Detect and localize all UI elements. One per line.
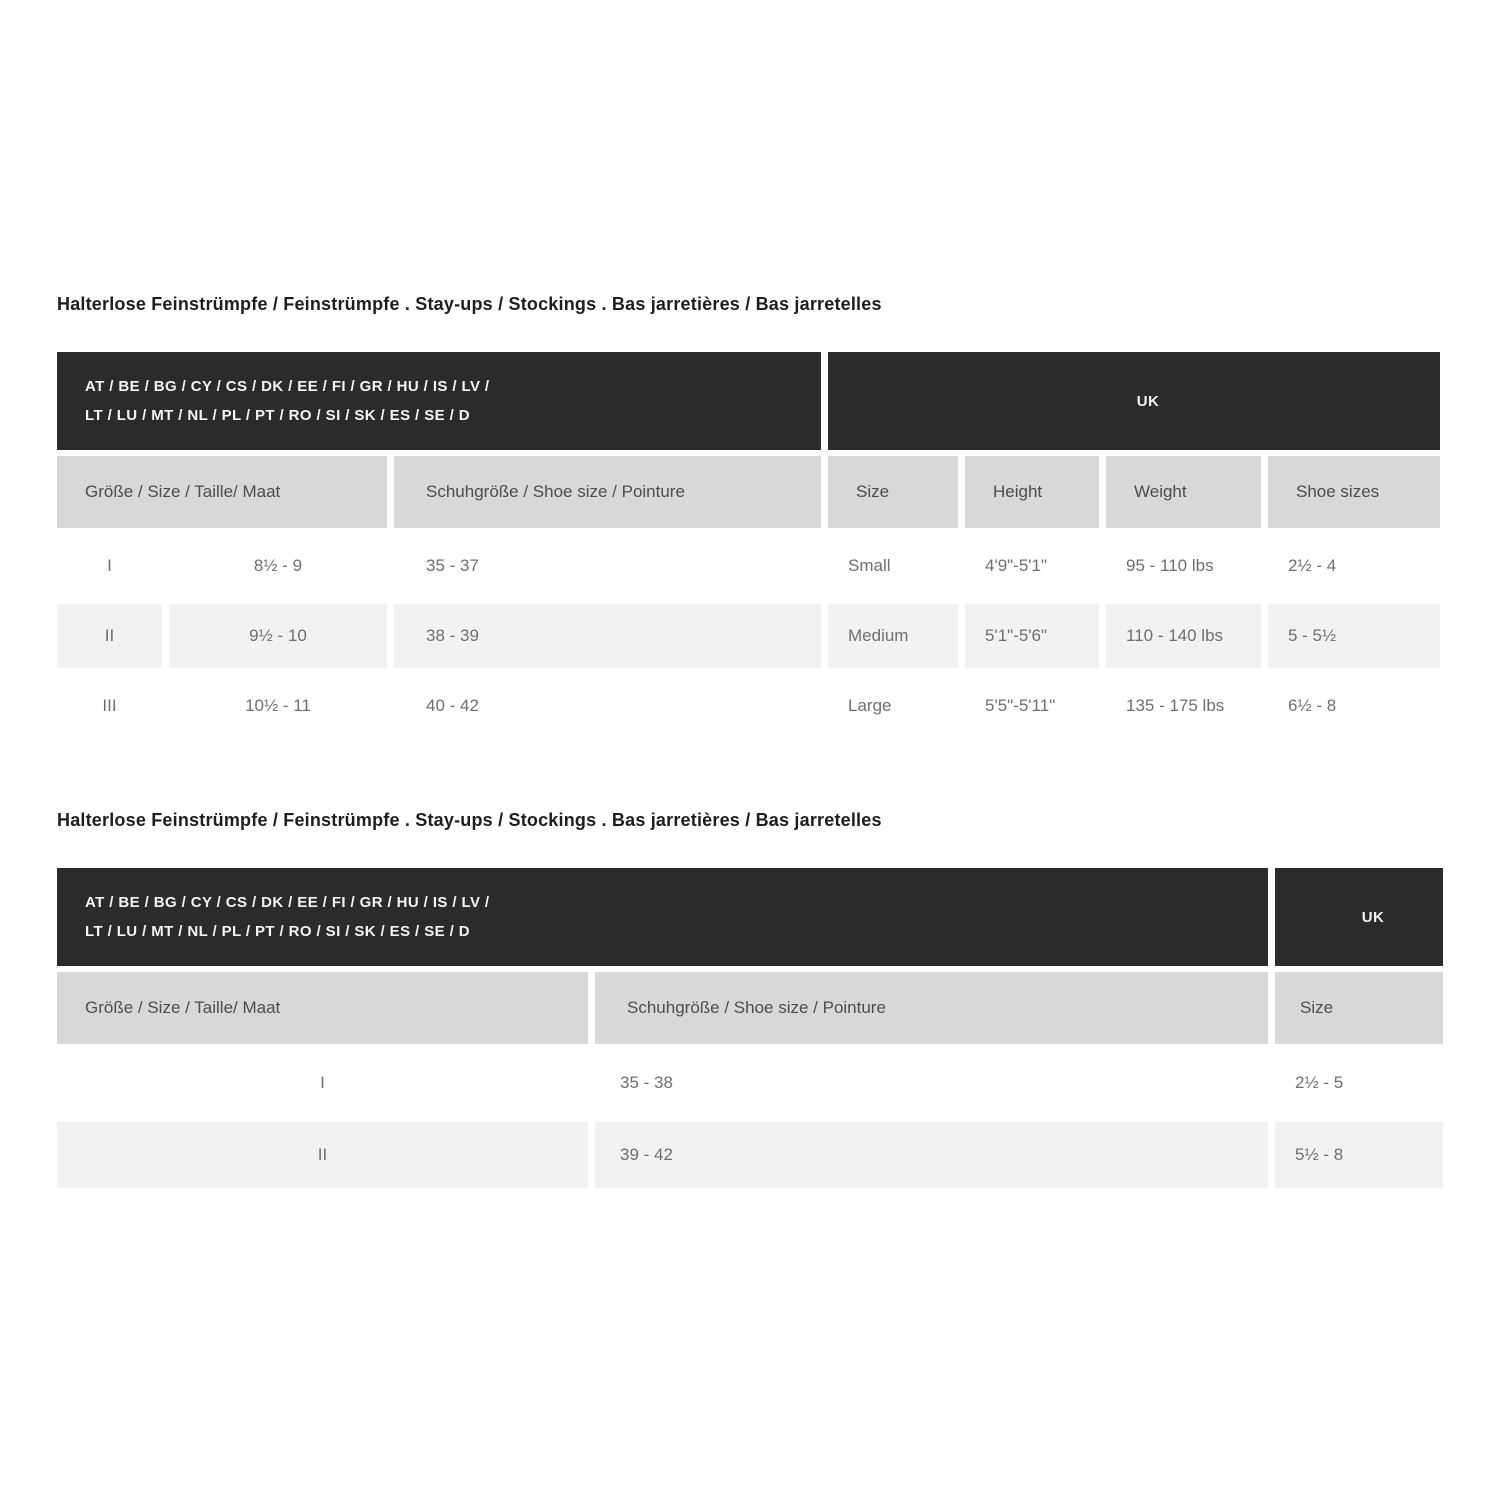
uk-header	[1275, 868, 1443, 966]
cell-groesse: II	[57, 604, 162, 668]
cell-size-num: 10½ - 11	[245, 696, 311, 715]
cell-groesse: III	[102, 696, 117, 715]
column-header-groesse: Größe / Size / Taille/ Maat	[57, 972, 588, 1044]
cell-height: 4'9"-5'1"	[985, 556, 1048, 575]
cell-size-num: 9½ - 10	[169, 604, 387, 668]
eu-countries-header	[57, 352, 821, 450]
cell-groesse: I	[107, 556, 112, 575]
cell-shoe-uk: 6½ - 8	[1288, 696, 1337, 715]
eu-countries-line2: LT / LU / MT / NL / PL / PT / RO / SI / SK / ES / SE / D	[85, 407, 470, 424]
eu-countries-line2: LT / LU / MT / NL / PL / PT / RO / SI / SK / ES / SE / D	[85, 923, 470, 940]
cell-size-uk: 5½ - 8	[1275, 1122, 1443, 1188]
cell-groesse: I	[320, 1073, 325, 1092]
column-header-height: Height	[965, 456, 1099, 528]
cell-shoe-uk: 2½ - 4	[1288, 556, 1337, 575]
cell-height: 5'5"-5'11"	[985, 696, 1056, 715]
uk-header-label: UK	[1136, 392, 1160, 410]
cell-size-uk: Small	[848, 556, 891, 575]
eu-countries-line1: AT / BE / BG / CY / CS / DK / EE / FI / GR / HU / IS / LV /	[85, 378, 490, 395]
cell-weight: 135 - 175 lbs	[1126, 696, 1225, 715]
cell-shoe-uk: 5 - 5½	[1268, 604, 1440, 668]
cell-shoe-eu: 39 - 42	[595, 1122, 1268, 1188]
cell-size-uk: Medium	[828, 604, 958, 668]
stayups-section-2	[57, 808, 1443, 1188]
cell-weight: 95 - 110 lbs	[1126, 556, 1214, 575]
column-header-schuhgroesse: Schuhgröße / Shoe size / Pointure	[394, 456, 821, 528]
cell-size-uk: 2½ - 5	[1295, 1073, 1344, 1092]
cell-height: 5'1"-5'6"	[965, 604, 1099, 668]
column-header-shoe-sizes: Shoe sizes	[1268, 456, 1440, 528]
column-header-weight: Weight	[1106, 456, 1261, 528]
cell-size-num: 8½ - 9	[253, 556, 303, 575]
cell-shoe-eu: 40 - 42	[426, 696, 479, 715]
eu-countries-header	[57, 868, 1268, 966]
column-header-size: Size	[1275, 972, 1443, 1044]
column-header-groesse: Größe / Size / Taille/ Maat	[57, 456, 387, 528]
cell-shoe-eu: 38 - 39	[394, 604, 821, 668]
uk-header	[828, 352, 1440, 450]
cell-groesse: II	[57, 1122, 588, 1188]
size-table-eu-uk-us	[57, 352, 1443, 738]
cell-weight: 110 - 140 lbs	[1106, 604, 1261, 668]
eu-countries-line1: AT / BE / BG / CY / CS / DK / EE / FI / GR / HU / IS / LV /	[85, 894, 490, 911]
cell-size-uk: Large	[848, 696, 892, 715]
section-1-title: Halterlose Feinstrümpfe / Feinstrümpfe . Stay-ups / Stockings . Bas jarretières / Bas jarretelles	[57, 294, 882, 314]
cell-shoe-eu: 35 - 37	[426, 556, 479, 575]
stayups-section-1	[57, 292, 1443, 738]
column-header-schuhgroesse: Schuhgröße / Shoe size / Pointure	[595, 972, 1268, 1044]
section-2-title: Halterlose Feinstrümpfe / Feinstrümpfe . Stay-ups / Stockings . Bas jarretières / Bas jarretelles	[57, 810, 882, 830]
uk-header-label: UK	[1361, 908, 1385, 926]
size-table-eu-uk	[57, 868, 1443, 1188]
column-header-size: Size	[828, 456, 958, 528]
cell-shoe-eu: 35 - 38	[620, 1073, 673, 1092]
